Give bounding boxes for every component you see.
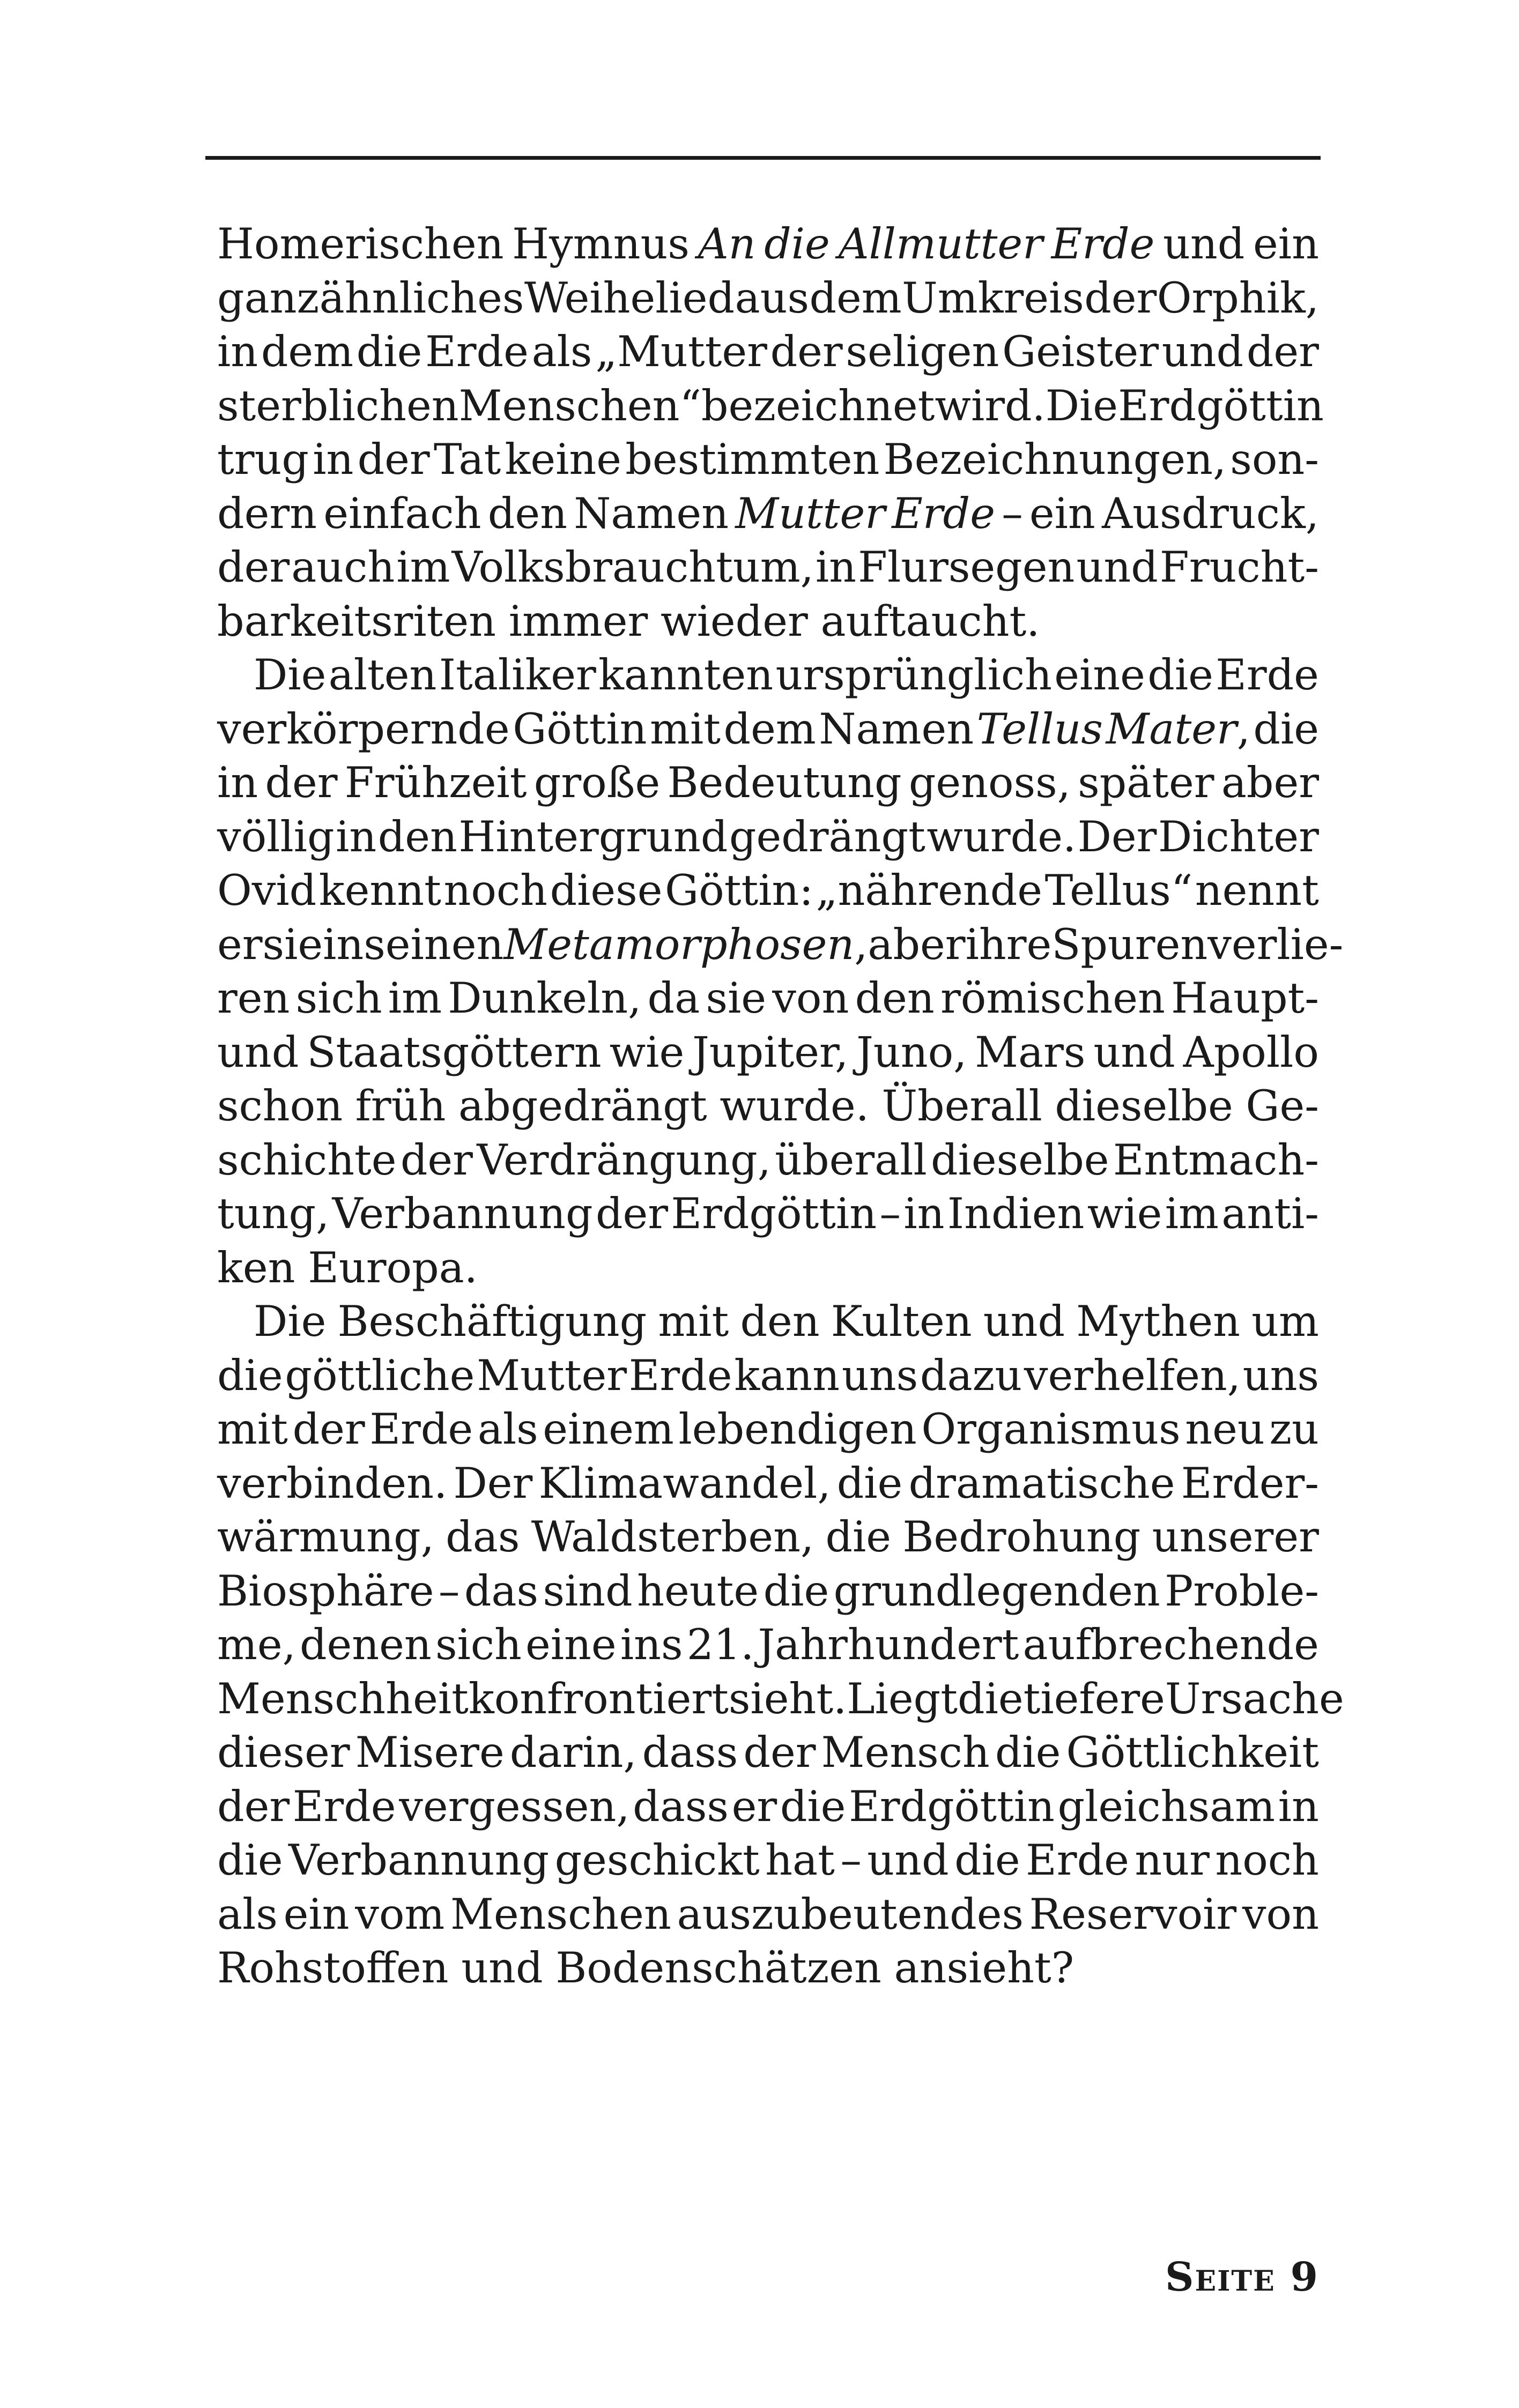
word: abgedrängt bbox=[458, 1081, 707, 1131]
word: in bbox=[1278, 1781, 1319, 1831]
text-line bbox=[217, 1833, 1319, 1887]
word: dieser bbox=[217, 1728, 350, 1777]
text-line bbox=[217, 1079, 1319, 1133]
word: in bbox=[815, 542, 857, 592]
word: von bbox=[772, 973, 849, 1023]
word: in bbox=[217, 758, 258, 807]
word: Überall bbox=[881, 1081, 1042, 1131]
word: Menschen“ bbox=[458, 381, 701, 430]
word: Erde bbox=[628, 1350, 732, 1400]
word: den bbox=[855, 973, 935, 1023]
word: Juno, bbox=[856, 1027, 967, 1077]
word: Dichter bbox=[1158, 812, 1319, 861]
word: als bbox=[477, 1404, 538, 1454]
word: Menschheit bbox=[217, 1674, 469, 1723]
text-line bbox=[217, 648, 1319, 702]
word: göttliche bbox=[285, 1350, 475, 1400]
word: Apollo bbox=[1183, 1027, 1319, 1077]
word: wurde. bbox=[927, 812, 1077, 861]
word: Allmutter bbox=[838, 219, 1043, 269]
word: die bbox=[764, 219, 830, 269]
word: er bbox=[731, 1781, 777, 1831]
word: mit bbox=[658, 1297, 729, 1346]
word: und bbox=[1161, 327, 1244, 376]
word: gedrängt bbox=[729, 812, 925, 861]
word: verbinden. bbox=[217, 1458, 448, 1508]
word: sich bbox=[295, 973, 382, 1023]
word: und bbox=[867, 1835, 949, 1885]
word: Namen bbox=[574, 488, 729, 538]
text-line bbox=[217, 918, 1344, 972]
word: die bbox=[825, 1512, 892, 1562]
word: geschickt bbox=[554, 1835, 760, 1885]
word: Bezeichnungen, bbox=[883, 435, 1227, 484]
word: Tat bbox=[433, 435, 501, 484]
word: früh bbox=[355, 1081, 446, 1131]
word: Die bbox=[254, 650, 327, 700]
word: Mutter bbox=[477, 1350, 627, 1400]
word: Waldsterben, bbox=[531, 1512, 814, 1562]
word: noch bbox=[443, 866, 548, 915]
word: bestimmten bbox=[625, 435, 880, 484]
word: und bbox=[983, 1297, 1065, 1346]
word: – bbox=[879, 1189, 901, 1238]
word: Mutter bbox=[735, 488, 885, 538]
word: der bbox=[292, 1404, 365, 1454]
word: der bbox=[217, 542, 290, 592]
word: verkörpernde bbox=[217, 704, 510, 754]
word: die bbox=[217, 1350, 283, 1400]
word: ken bbox=[217, 1243, 295, 1292]
word: wird. bbox=[935, 381, 1046, 430]
word: kennt bbox=[318, 866, 441, 915]
word: das bbox=[446, 1512, 520, 1562]
text-line bbox=[217, 1402, 1319, 1456]
word: der bbox=[770, 327, 843, 376]
word: und bbox=[1076, 542, 1158, 592]
word: sich bbox=[435, 1620, 522, 1669]
word: Erde bbox=[425, 327, 529, 376]
text-line bbox=[217, 325, 1319, 379]
word: hat bbox=[765, 1835, 835, 1885]
word: tung, bbox=[217, 1189, 330, 1238]
word: Ge- bbox=[1246, 1081, 1319, 1131]
word-group bbox=[1106, 702, 1250, 756]
text-line bbox=[217, 756, 1319, 810]
word: Mars bbox=[975, 1027, 1086, 1077]
body-text bbox=[217, 217, 1344, 1995]
word: Erdgöttin bbox=[1118, 381, 1324, 430]
word: er bbox=[217, 919, 263, 969]
word: in bbox=[323, 919, 364, 969]
text-line bbox=[217, 971, 1319, 1025]
word: aber bbox=[1221, 758, 1319, 807]
text-line bbox=[217, 1564, 1319, 1618]
text-line bbox=[217, 1456, 1319, 1511]
text-line bbox=[217, 702, 1319, 756]
word: vom bbox=[355, 1889, 445, 1939]
word: im bbox=[396, 542, 450, 592]
word: sie bbox=[706, 973, 766, 1023]
word: Metamorphosen bbox=[503, 919, 855, 969]
word: gleichsam bbox=[1057, 1781, 1276, 1831]
word: Indien bbox=[947, 1189, 1085, 1238]
word: verhelfen, bbox=[1024, 1350, 1241, 1400]
word: neu bbox=[1185, 1404, 1265, 1454]
word: Bedeutung bbox=[667, 758, 902, 807]
word: wärmung, bbox=[217, 1512, 434, 1562]
word: Verdrängung, bbox=[477, 1135, 771, 1185]
word: als bbox=[531, 327, 592, 376]
word: römischen bbox=[940, 973, 1165, 1023]
word: zu bbox=[1269, 1404, 1319, 1454]
page-number: Seite 9 bbox=[1165, 2254, 1319, 2300]
word: immer bbox=[508, 596, 648, 646]
word: Tellus bbox=[976, 704, 1103, 754]
word: in bbox=[217, 327, 258, 376]
word: – bbox=[840, 1835, 862, 1885]
word: das bbox=[464, 1566, 539, 1616]
word: eine bbox=[525, 1620, 617, 1669]
text-line bbox=[217, 271, 1319, 325]
word: trug bbox=[217, 435, 309, 484]
word: auftaucht. bbox=[820, 596, 1040, 646]
word: Mensch bbox=[821, 1728, 990, 1777]
word: aufbrechende bbox=[1022, 1620, 1319, 1669]
word: ansieht? bbox=[894, 1943, 1075, 1993]
word: die bbox=[763, 1566, 829, 1616]
word: einfach bbox=[323, 488, 481, 538]
text-line bbox=[217, 1618, 1319, 1672]
word: der bbox=[265, 758, 338, 807]
word: dieselbe bbox=[1055, 1081, 1233, 1131]
word: Jupiter, bbox=[692, 1027, 849, 1077]
text-line bbox=[217, 1241, 1319, 1295]
text-line bbox=[217, 540, 1319, 594]
word: Homerischen bbox=[217, 219, 504, 269]
word: sterblichen bbox=[217, 381, 459, 430]
word: einem bbox=[543, 1404, 674, 1454]
word: Flursegen bbox=[858, 542, 1075, 592]
word: ein bbox=[1029, 488, 1095, 538]
word: unserer bbox=[1152, 1512, 1319, 1562]
word: son- bbox=[1230, 435, 1319, 484]
word: ein bbox=[283, 1889, 350, 1939]
word: Hintergrund bbox=[458, 812, 728, 861]
word: Dunkeln, bbox=[448, 973, 642, 1023]
word: Ausdruck, bbox=[1102, 488, 1319, 538]
word: und bbox=[217, 1027, 299, 1077]
word: Der bbox=[453, 1458, 533, 1508]
word: Menschen bbox=[450, 1889, 671, 1939]
word: Die bbox=[254, 1297, 327, 1346]
word: die bbox=[1147, 650, 1213, 700]
word: ins bbox=[620, 1620, 683, 1669]
word: der bbox=[217, 1781, 290, 1831]
word: uns bbox=[1242, 1350, 1319, 1400]
word: als bbox=[217, 1889, 278, 1939]
word: Der bbox=[1077, 812, 1157, 861]
word: noch bbox=[1215, 1835, 1319, 1885]
word: uns bbox=[841, 1350, 918, 1400]
word: aber bbox=[868, 919, 966, 969]
word: bezeichnet bbox=[701, 381, 935, 430]
word: Erde bbox=[1026, 1835, 1129, 1885]
word: die bbox=[836, 1458, 903, 1508]
word: seinen bbox=[364, 919, 504, 969]
word: Erde bbox=[1216, 650, 1319, 700]
text-line bbox=[217, 1672, 1344, 1726]
word: schichte bbox=[217, 1135, 397, 1185]
word: Geister bbox=[1002, 327, 1159, 376]
word: Göttlichkeit bbox=[1066, 1728, 1319, 1777]
word: „Mutter bbox=[595, 327, 767, 376]
word: den bbox=[487, 488, 567, 538]
word: die bbox=[958, 1674, 1024, 1723]
text-line bbox=[217, 433, 1319, 487]
word: und bbox=[1163, 219, 1245, 269]
word: ren bbox=[217, 973, 290, 1023]
text-line bbox=[217, 1941, 1319, 1995]
text-line bbox=[217, 1187, 1319, 1241]
word: im bbox=[388, 973, 442, 1023]
word: Italiker bbox=[439, 650, 596, 700]
word: nennt bbox=[1195, 866, 1319, 915]
text-line bbox=[217, 1133, 1319, 1187]
word: wurde. bbox=[720, 1081, 869, 1131]
word: kannten bbox=[598, 650, 774, 700]
punctuation: , bbox=[854, 919, 868, 969]
word: keine bbox=[505, 435, 622, 484]
word: genoss, bbox=[908, 758, 1071, 807]
word: vergessen, bbox=[399, 1781, 630, 1831]
word: sieht. bbox=[728, 1674, 847, 1723]
word: Umkreis bbox=[902, 273, 1084, 323]
word: Kulten bbox=[831, 1297, 972, 1346]
text-line bbox=[217, 864, 1319, 918]
text-line bbox=[217, 379, 1324, 433]
word: anti- bbox=[1221, 1189, 1319, 1238]
word: ihre bbox=[965, 919, 1052, 969]
word: lebendigen bbox=[678, 1404, 917, 1454]
word: Frühzeit bbox=[344, 758, 527, 807]
word: später bbox=[1078, 758, 1214, 807]
word: Erdgöttin bbox=[671, 1189, 877, 1238]
word: dramatische bbox=[908, 1458, 1175, 1508]
word: dem bbox=[809, 273, 902, 323]
word: mit bbox=[217, 1404, 288, 1454]
word: wie bbox=[1087, 1189, 1162, 1238]
word: im bbox=[1165, 1189, 1219, 1238]
word: Liegt bbox=[847, 1674, 958, 1723]
word: dazu bbox=[920, 1350, 1022, 1400]
word: Europa. bbox=[308, 1243, 478, 1292]
word: schon bbox=[217, 1081, 343, 1131]
word: heute bbox=[637, 1566, 759, 1616]
word: Erde bbox=[292, 1781, 396, 1831]
word: Misere bbox=[355, 1728, 505, 1777]
word: ganz bbox=[217, 273, 320, 323]
word: die bbox=[217, 1835, 283, 1885]
word: Beschäftigung bbox=[337, 1297, 647, 1346]
word: Entmach- bbox=[1113, 1135, 1319, 1185]
word: um bbox=[1251, 1297, 1319, 1346]
word: – bbox=[438, 1566, 460, 1616]
word: die bbox=[995, 1728, 1061, 1777]
word: ähnliches bbox=[319, 273, 524, 323]
text-line bbox=[217, 1349, 1319, 1403]
word: Spuren bbox=[1051, 919, 1208, 969]
word: Proble- bbox=[1165, 1566, 1319, 1616]
word: dass bbox=[633, 1781, 729, 1831]
word: Erde bbox=[1051, 219, 1155, 269]
word: dieselbe bbox=[931, 1135, 1109, 1185]
word: nur bbox=[1135, 1835, 1210, 1885]
word: tiefere bbox=[1023, 1674, 1165, 1723]
word: Rohstoffen bbox=[217, 1943, 449, 1993]
word: „nährende bbox=[816, 866, 1043, 915]
word: in bbox=[313, 435, 354, 484]
word: Tellus“ bbox=[1044, 866, 1193, 915]
punctuation: , bbox=[1236, 704, 1250, 754]
word: seligen bbox=[846, 327, 999, 376]
word: darin, bbox=[509, 1728, 637, 1777]
word: Mythen bbox=[1076, 1297, 1241, 1346]
word: von bbox=[1242, 1889, 1319, 1939]
word: der bbox=[743, 1728, 816, 1777]
word: Erdgöttin bbox=[849, 1781, 1055, 1831]
word: der bbox=[1246, 327, 1319, 376]
word: Reservoir bbox=[1029, 1889, 1237, 1939]
word: und bbox=[461, 1943, 543, 1993]
text-line bbox=[217, 1726, 1319, 1780]
word: Namen bbox=[819, 704, 974, 754]
word: da bbox=[647, 973, 700, 1023]
word: den bbox=[377, 812, 457, 861]
text-line bbox=[217, 1295, 1319, 1349]
word: verlie- bbox=[1207, 919, 1344, 969]
word: in bbox=[336, 812, 377, 861]
word: ursprünglich bbox=[775, 650, 1052, 700]
text-line bbox=[217, 594, 1319, 649]
word: in bbox=[903, 1189, 945, 1238]
word: Biosphäre bbox=[217, 1566, 434, 1616]
word: aus bbox=[735, 273, 810, 323]
word: Mater bbox=[1106, 704, 1237, 754]
word: dem bbox=[261, 327, 354, 376]
word: die bbox=[356, 327, 423, 376]
word: Weihelied bbox=[524, 273, 735, 323]
text-line bbox=[217, 487, 1319, 541]
text-line bbox=[217, 810, 1319, 864]
word: Göttin: bbox=[665, 866, 813, 915]
word: dass bbox=[642, 1728, 738, 1777]
word: diese bbox=[550, 866, 663, 915]
word: die bbox=[954, 1835, 1020, 1885]
word: der bbox=[400, 1135, 473, 1185]
word: Verbannung bbox=[332, 1189, 593, 1238]
text-line bbox=[217, 217, 1319, 271]
word: große bbox=[533, 758, 661, 807]
word: Klimawandel, bbox=[538, 1458, 831, 1508]
text-line bbox=[217, 1780, 1319, 1834]
word: der bbox=[1084, 273, 1157, 323]
word: völlig bbox=[217, 812, 335, 861]
word: eine bbox=[1054, 650, 1145, 700]
text-line bbox=[217, 1887, 1319, 1942]
word: der bbox=[357, 435, 430, 484]
word: Orphik, bbox=[1157, 273, 1319, 323]
word: Volksbrauchtum, bbox=[451, 542, 814, 592]
word: sind bbox=[543, 1566, 633, 1616]
word: Haupt- bbox=[1171, 973, 1319, 1023]
word: alten bbox=[328, 650, 437, 700]
word: Bedrohung bbox=[902, 1512, 1141, 1562]
word: dern bbox=[217, 488, 317, 538]
word: me, bbox=[217, 1620, 296, 1669]
word: Göttin bbox=[513, 704, 647, 754]
word: den bbox=[740, 1297, 820, 1346]
word: Die bbox=[1045, 381, 1118, 430]
word: Erde bbox=[892, 488, 995, 538]
word: überall bbox=[775, 1135, 927, 1185]
word: Bodenschätzen bbox=[555, 1943, 881, 1993]
word: 21. bbox=[686, 1620, 754, 1669]
word: grundlegenden bbox=[833, 1566, 1160, 1616]
word: – bbox=[1002, 488, 1023, 538]
word: denen bbox=[299, 1620, 432, 1669]
word: wieder bbox=[661, 596, 808, 646]
word: konfrontiert bbox=[468, 1674, 729, 1723]
word: Jahrhundert bbox=[758, 1620, 1019, 1669]
word: barkeitsriten bbox=[217, 596, 497, 646]
word: Frucht- bbox=[1159, 542, 1319, 592]
text-line bbox=[217, 1025, 1319, 1080]
word: An bbox=[698, 219, 756, 269]
word: Organismus bbox=[921, 1404, 1181, 1454]
word: Verbannung bbox=[288, 1835, 550, 1885]
word: ein bbox=[1253, 219, 1319, 269]
text-line bbox=[217, 1510, 1319, 1564]
word: dem bbox=[723, 704, 816, 754]
word: und bbox=[1093, 1027, 1175, 1077]
word: kann bbox=[734, 1350, 840, 1400]
word: die bbox=[1253, 704, 1319, 754]
word: Hymnus bbox=[512, 219, 690, 269]
word: die bbox=[780, 1781, 846, 1831]
header-rule bbox=[205, 156, 1321, 160]
word: der bbox=[595, 1189, 669, 1238]
word: sie bbox=[262, 919, 323, 969]
word: auszubeutendes bbox=[677, 1889, 1024, 1939]
word: auch bbox=[291, 542, 395, 592]
word-group bbox=[503, 918, 868, 972]
word: Ursache bbox=[1165, 1674, 1344, 1723]
word: Staatsgöttern bbox=[307, 1027, 602, 1077]
word: Erder- bbox=[1181, 1458, 1319, 1508]
word: Ovid bbox=[217, 866, 317, 915]
word: mit bbox=[650, 704, 721, 754]
word: wie bbox=[609, 1027, 685, 1077]
word: Erde bbox=[369, 1404, 473, 1454]
